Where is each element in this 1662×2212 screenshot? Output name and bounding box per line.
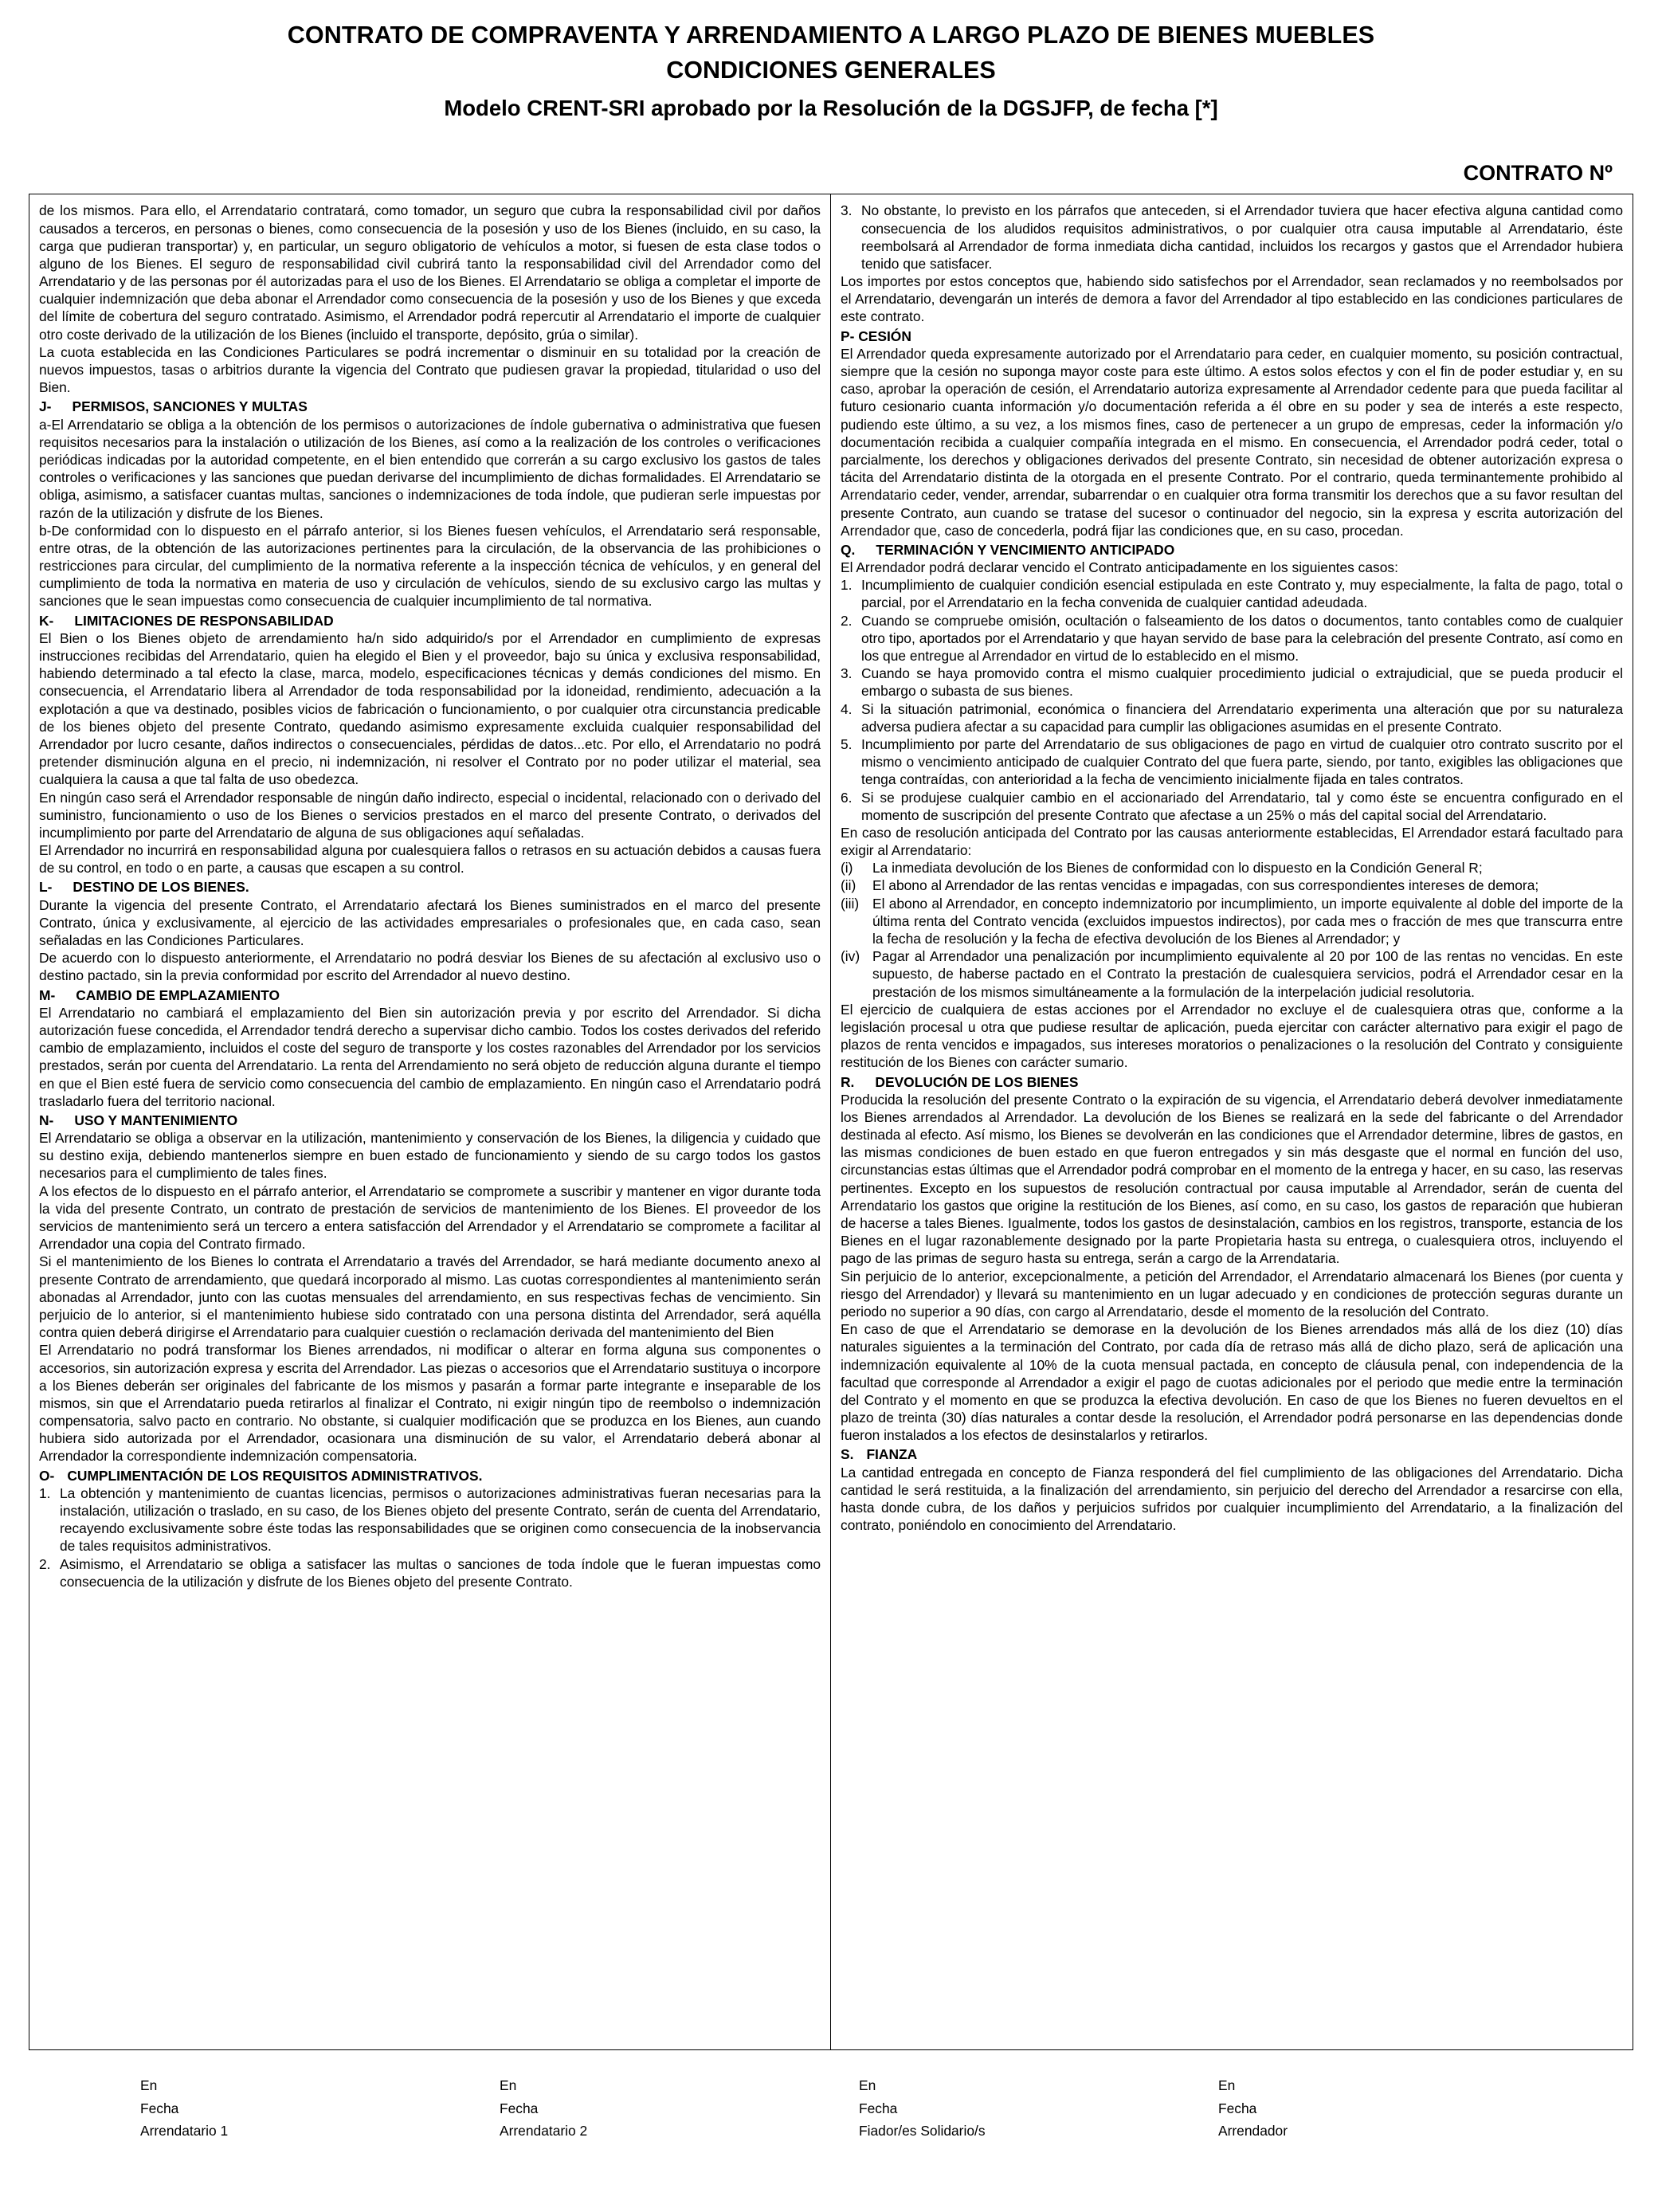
list-marker: (ii)	[841, 877, 856, 894]
list-marker: 2.	[841, 612, 853, 629]
clause-l-title: DESTINO DE LOS BIENES.	[73, 879, 249, 896]
contract-number-label: CONTRATO Nº	[1463, 161, 1613, 186]
heading-clause-m	[39, 986, 821, 1004]
list-text: Incumplimiento por parte del Arrendatario de sus obligaciones de pago en virtud de cualquier otro contrato suscrito por el mismo o vencimiento anticipado de cualquier Contrato del que fuera parte, siendo, por tanto, exigibles las obligaciones que tenga contraídas, con anterioridad a la fecha de vencimiento inicialmente fijada en tales contratos.	[861, 735, 1623, 788]
document-title-line-2: CONDICIONES GENERALES	[666, 57, 996, 84]
list-item	[841, 612, 1623, 665]
signature-block-arrendador	[1218, 2074, 1578, 2142]
signature-place-label: En	[500, 2077, 517, 2094]
list-marker: (iii)	[841, 895, 860, 912]
list-text: Pagar al Arrendador una penalización por incumplimiento equivalente al 20 por 100 de las rentas no vencidas. En este supuesto, de haberse pactado en el Contrato la prestación de cualesquiera servicios, podrá el Arrendador cesar en la prestación de los mismos simultáneamente a la formulación de la interpelación judicial resolutoria.	[872, 948, 1623, 1000]
paragraph-s-1: La cantidad entregada en concepto de Fianza responderá del fiel cumplimiento de las obligaciones del Arrendatario. Dicha cantidad le será restituida, a la finalización del arrendamiento, sin perjuicio del derecho del Arrendador a resarcirse con ella, hasta donde cubra, de los daños y perjuicios sufridos por cualquier incumplimiento del Arrendatario, a la finalización del contrato, poniéndolo en conocimiento del Arrendatario.	[841, 1464, 1623, 1534]
heading-clause-o	[39, 1467, 821, 1484]
list-text: Incumplimiento de cualquier condición esencial estipulada en este Contrato y, muy especialmente, la falta de pago, total o parcial, por el Arrendatario en la fecha convenida de cualquier cantidad adeudada.	[861, 577, 1623, 611]
list-item	[841, 202, 1623, 273]
paragraph-q-intro: El Arrendador podrá declarar vencido el Contrato anticipadamente en los siguientes casos:	[841, 559, 1398, 576]
clause-s-letter: S.	[841, 1446, 854, 1463]
paragraph-insurance-continuation: de los mismos. Para ello, el Arrendatario contratará, como tomador, un seguro que cubra la responsabilidad civil por daños causados a terceros, en personas o bienes, como consecuencia de la posesión y uso de los Bienes (incluido, en su caso, la carga que pudieran transportar) y, en particular, un seguro obligatorio de vehículos a motor, si fuesen de esta clase todos o alguno de los Bienes. El seguro de responsabilidad civil cubrirá tanto la responsabilidad civil del Arrendador como del Arrendatario y de las personas por él autorizadas para el uso de los Bienes. El Arrendatario se obliga a completar el importe de cualquier indemnización que deba abonar el Arrendador como consecuencia de la posesión y uso de los Bienes y que exceda del límite de cobertura del seguro contratado. Asimismo, el Arrendador podrá repercutir al Arrendatario el importe de cualquier otro coste derivado de la utilización de los Bienes (incluido el transporte, depósito, grúa o similar).	[39, 202, 821, 343]
list-item	[841, 859, 1623, 877]
clause-r-letter: R.	[841, 1073, 855, 1090]
signature-role-label: Arrendatario 1	[140, 2122, 229, 2139]
clause-q-title: TERMINACIÓN Y VENCIMIENTO ANTICIPADO	[876, 541, 1175, 558]
clause-k-letter: K-	[39, 612, 54, 629]
right-column	[831, 194, 1633, 2049]
heading-clause-j	[39, 398, 821, 415]
clause-j-letter: J-	[39, 398, 52, 415]
clause-q-letter: Q.	[841, 541, 856, 558]
signature-place-label: En	[140, 2077, 158, 2094]
paragraph-p-1: El Arrendador queda expresamente autorizado por el Arrendatario para ceder, en cualquier momento, su posición contractual, siempre que la cesión no suponga mayor coste para este último. A estos solos efectos y con el fin de poder estudiar y, en su caso, aprobar la operación de cesión, el Arrendatario autoriza expresamente al Arrendador cedente para que pueda facilitar al futuro cesionario cuanta información y/o documentación referida a él obre en su poder y sea de interés a este respecto, pudiendo este último, a su vez, a los mismos fines, caso de pertenecer a un grupo de empresas, ceder la información y/o documentación recibida a cualquier compañía integrada en el mismo. En consecuencia, el Arrendador podrá ceder, total o parcialmente, los derechos y obligaciones derivados del presente Contrato, sin necesidad de obtener autorización expresa o tácita del Arrendatario distinta de la otorgada en el presente Contrato. Por el contrario, queda terminantemente prohibido al Arrendatario ceder, vender, arrendar, subarrendar o en cualquier otra forma transmitir los derechos que a su favor resultan del presente Contrato, aun cuando se tratase del sucesor o continuador del negocio, sin la expresa y escrita autorización del Arrendador que, caso de concederla, podrá fijar las condiciones que, en su caso, procedan.	[841, 345, 1623, 539]
list-marker: 1.	[841, 577, 853, 594]
clause-k-title: LIMITACIONES DE RESPONSABILIDAD	[74, 612, 334, 629]
document-subtitle-model: Modelo CRENT-SRI aprobado por la Resolución de la DGSJFP, de fecha [*]	[444, 96, 1218, 121]
list-item	[841, 947, 1623, 1001]
signature-place-label: En	[859, 2077, 876, 2094]
document-title-line-1: CONTRATO DE COMPRAVENTA Y ARRENDAMIENTO A LARGO PLAZO DE BIENES MUEBLES	[287, 22, 1375, 49]
clause-m-title: CAMBIO DE EMPLAZAMIENTO	[76, 986, 280, 1003]
list-item	[841, 895, 1623, 948]
signature-date-label: Fecha	[1218, 2100, 1257, 2116]
list-item	[841, 877, 1623, 894]
clause-o-letter: O-	[39, 1467, 55, 1484]
list-item	[841, 700, 1623, 735]
signature-block-arrendatario-1	[140, 2074, 500, 2142]
clause-n-title: USO Y MANTENIMIENTO	[74, 1112, 238, 1128]
signature-block-arrendatario-2	[500, 2074, 859, 2142]
signature-block-fiador	[859, 2074, 1218, 2142]
heading-clause-s	[841, 1445, 1623, 1463]
document-header	[29, 18, 1633, 124]
heading-clause-l	[39, 878, 821, 896]
paragraph-n-3: Si el mantenimiento de los Bienes lo contrata el Arrendatario a través del Arrendador, se hará mediante documento anexo al presente Contrato de arrendamiento, que quedará incorporado al mismo. Las cuotas correspondientes al mantenimiento serán abonadas al Arrendador, junto con las cuotas mensuales del arrendamiento, en sus respectivas fechas de vencimiento. Sin perjuicio de lo anterior, si el mantenimiento hubiese sido contratado con una persona distinta del Arrendador, será aquélla contra quien deberá dirigirse el Arrendatario para cualquier cuestión o reclamación derivada del mantenimiento del Bien	[39, 1253, 821, 1341]
list-marker: (iv)	[841, 948, 860, 965]
paragraph-r-3: En caso de que el Arrendatario se demorase en la devolución de los Bienes arrendados más allá de los diez (10) días naturales siguientes a la terminación del Contrato, por cada día de retraso más allá de dicho plazo, será de aplicación una indemnización equivalente al 10% de la cuota mensual pactada, en concepto de cláusula penal, con independencia de la facultad que corresponde al Arrendador a exigir el pago de cuotas adicionales por el periodo que medie entre la terminación del Contrato y el momento en que se produzca la efectiva devolución. En caso de que los Bienes no fueren devueltos en el plazo de treinta (30) días naturales a contar desde la resolución, el Arrendador podrá personarse en las dependencias donde fueron instalados a los efectos de desinstalarlos y retirarlos.	[841, 1321, 1623, 1444]
paragraph-importes: Los importes por estos conceptos que, habiendo sido satisfechos por el Arrendador, sean reclamados y no reembolsados por el Arrendatario, devengarán un interés de demora a favor del Arrendador al tipo establecido en las condiciones particulares de este contrato.	[841, 273, 1623, 325]
list-marker: 6.	[841, 789, 853, 806]
paragraph-m-1: El Arrendatario no cambiará el emplazamiento del Bien sin autorización previa y por escrito del Arrendador. Si dicha autorización fuese concedida, el Arrendador tendrá derecho a supervisar dicho cambio. Todos los costes derivados del referido cambio de emplazamiento, incluidos el coste del seguro de transporte y los costes razonables del Arrendador por los servicios prestados, serán por cuenta del Arrendatario. La renta del Arrendamiento no será objeto de reducción alguna durante el tiempo en que el Bien esté fuera de servicio como consecuencia del cambio de emplazamiento. En ningún caso el Arrendatario podrá trasladarlo fuera del territorio nacional.	[39, 1004, 821, 1109]
paragraph-r-1: Producida la resolución del presente Contrato o la expiración de su vigencia, el Arrendatario deberá devolver inmediatamente los Bienes arrendados al Arrendador. La devolución de los Bienes se realizará en la sede del fabricante o del Arrendador destinada al efecto. Así mismo, los Bienes se devolverán en las condiciones que el Arrendador determine, libres de gastos, en las mismas condiciones de buen estado en que fueron entregados y sin más desgaste que el normal en función del uso, circunstancias estas últimas que el Arrendador podrá comprobar en el momento de la entrega y hacer, en su caso, las reservas pertinentes. Excepto en los supuestos de resolución contractual por causa imputable al Arrendador, serán de cuenta del Arrendatario los gastos que origine la restitución de los Bienes, así como, en su caso, los gastos de reparación que hubieran de hacerse a tales Bienes. Igualmente, todos los gastos de desinstalación, cambios en los registros, transporte, estancia de los Bienes en el lugar razonablemente designado por la parte Propietaria hasta su entrega, o cualesquiera otros, incluyendo el pago de las primas de seguro hasta su entrega, serán a cargo de la Arrendataria.	[841, 1091, 1623, 1267]
list-item	[39, 1484, 821, 1555]
paragraph-cuota-taxes: La cuota establecida en las Condiciones Particulares se podrá incrementar o disminuir en su totalidad por la creación de nuevos impuestos, tasas o arbitrios durante la vigencia del Contrato que pudiesen gravar la propiedad, titularidad o uso del Bien.	[39, 343, 821, 396]
list-text: El abono al Arrendador, en concepto indemnizatorio por incumplimiento, un importe equivalente al doble del importe de la última renta del Contrato vencida (excluidos impuestos indirectos), por cada mes o fracción de mes que transcurra entre la fecha de resolución y la fecha de efectiva devolución de los Bienes al Arrendador; y	[872, 895, 1623, 947]
paragraph-k-2: En ningún caso será el Arrendador responsable de ningún daño indirecto, especial o incidental, relacionado con o derivado del suministro, funcionamiento o uso de los Bienes o servicios prestados en el marco del presente Contrato, o derivados del incumplimiento por parte del Arrendatario de alguna de sus obligaciones aquí señaladas.	[39, 789, 821, 841]
heading-clause-n	[39, 1112, 821, 1129]
paragraph-r-2: Sin perjuicio de lo anterior, excepcionalmente, a petición del Arrendador, el Arrendatario almacenará los Bienes (por cuenta y riesgo del Arrendador) y llevará su mantenimiento en un lugar adecuado y en condiciones de protección seguras durante un periodo no superior a 90 días, con cargo al Arrendatario, desde el momento de la resolución del Contrato.	[841, 1268, 1623, 1320]
paragraph-q-end: El ejercicio de cualquiera de estas acciones por el Arrendador no excluye el de cualesquiera otras que, conforme a la legislación procesal u otra que pudiese resultar de aplicación, pueda ejercitar con carácter alternativo para exigir el pago de plazos de renta vencidos e impagados, sus intereses moratorios o penalizaciones o la resolución del Contrato y consiguiente restitución de los Bienes con carácter sumario.	[841, 1001, 1623, 1071]
list-text: Cuando se haya promovido contra el mismo cualquier procedimiento judicial o extrajudicial, que se pueda producir el embargo o subasta de sus bienes.	[861, 665, 1623, 700]
list-marker: 3.	[841, 665, 853, 682]
contract-body-frame	[29, 194, 1633, 2050]
clause-q-numbered-list	[841, 576, 1623, 824]
heading-clause-k	[39, 612, 821, 629]
signature-role-label: Arrendador	[1218, 2122, 1288, 2139]
clause-q-roman-list	[841, 859, 1623, 1001]
list-item	[841, 735, 1623, 789]
clause-o-list-continued	[841, 202, 1623, 273]
clause-l-letter: L-	[39, 879, 53, 896]
paragraph-k-1: El Bien o los Bienes objeto de arrendamiento ha/n sido adquirido/s por el Arrendador en cumplimiento de expresas instrucciones recibidas del Arrendatario, quien ha elegido el Bien y el proveedor, bajo su única y exclusiva responsabilidad, habiendo determinado a tal efecto la clase, marca, modelo, especificaciones técnicas y demás condiciones del mismo. En consecuencia, el Arrendatario libera al Arrendador de toda responsabilidad por la idoneidad, rendimiento, adecuación a la explotación a que va destinado, posibles vicios de fabricación o funcionamiento, o por cualquier otra circunstancia predicable de los bienes objeto del presente Contrato, quedando asimismo expresamente excluida cualquier responsabilidad del Arrendador por lucro cesante, daños indirectos o consecuenciales, pérdidas de datos...etc. Por ello, el Arrendatario no podrá pretender disminución alguna en el precio, ni indemnización, ni resolver el Contrato por no poder utilizar el material, sea cualquiera la causa a que tal falta de uso obedezca.	[39, 629, 821, 788]
list-marker: 4.	[841, 700, 853, 717]
clause-r-title: DEVOLUCIÓN DE LOS BIENES	[875, 1073, 1079, 1090]
list-item	[39, 1555, 821, 1590]
list-marker: 5.	[841, 735, 853, 752]
list-item	[841, 665, 1623, 700]
list-text: No obstante, lo previsto en los párrafos que anteceden, si el Arrendador tuviera que hacer efectiva alguna cantidad como consecuencia de los aludidos requisitos administrativos, o por cualquier otra causa imputable al Arrendatario, éste reembolsará al Arrendador de forma inmediata dicha cantidad, incluidos los recargos y gastos que el Arrendador hubiera tenido que satisfacer.	[861, 202, 1623, 272]
paragraph-l-1: Durante la vigencia del presente Contrato, el Arrendatario afectará los Bienes suministrados en el marco del presente Contrato, única y exclusivamente, al ejercicio de las actividades empresariales o profesionales que, en cada caso, sean señaladas en las Condiciones Particulares.	[39, 896, 821, 948]
heading-clause-r	[841, 1073, 1623, 1091]
signature-role-label: Arrendatario 2	[500, 2122, 588, 2139]
list-marker: 2.	[39, 1555, 51, 1572]
paragraph-n-1: El Arrendatario se obliga a observar en la utilización, mantenimiento y conservación de los Bienes, la diligencia y cuidado que su destino exija, debiendo mantenerlos siempre en buen estado de funcionamiento y siendo de su cargo todos los gastos necesarios para el cumplimiento de tales fines.	[39, 1130, 821, 1182]
list-text: Si se produjese cualquier cambio en el accionariado del Arrendatario, tal y como éste se encuentra configurado en el momento de suscripción del presente Contrato que afectase a un 25% o más del capital social del Arrendatario.	[861, 789, 1623, 823]
signature-date-label: Fecha	[140, 2100, 179, 2116]
clause-o-list	[39, 1484, 821, 1590]
signature-date-label: Fecha	[859, 2100, 898, 2116]
paragraph-k-3: El Arrendador no incurrirá en responsabilidad alguna por cualesquiera fallos o retrasos en su actuación debidos a causas fuera de su control, en todo o en parte, a causas que escapen a su control.	[39, 842, 821, 877]
paragraph-j-a: a-El Arrendatario se obliga a la obtención de los permisos o autorizaciones de índole gubernativa o administrativa que fuesen requisitos necesarios para la instalación o utilización de los Bienes, así como a la realización de los controles o verificaciones periódicas indicadas por la autoridad competente, en el bien entendido que correrán a su cargo exclusivo los gastos de tales controles o verificaciones y las sanciones que puedan derivarse del incumplimiento de dichas formalidades. El Arrendatario se obliga, asimismo, a satisfacer cuantas multas, sanciones o indemnizaciones de toda índole, que pudieran serle impuestas por razón de la utilización y disfrute de los Bienes.	[39, 416, 821, 521]
heading-clause-p: P- CESIÓN	[841, 327, 911, 344]
list-marker: 3.	[841, 202, 853, 219]
list-text: La inmediata devolución de los Bienes de conformidad con lo dispuesto en la Condición General R;	[872, 860, 1483, 877]
list-text: Cuando se compruebe omisión, ocultación o falseamiento de los datos o documentos, tanto contables como de cualquier otro tipo, aportados por el Arrendatario y que hayan servido de base para la celebración del presente Contrato, así como en los que entregue al Arrendador en virtud de lo establecido en el mismo.	[861, 612, 1623, 664]
signature-strip	[29, 2074, 1633, 2142]
signature-place-label: En	[1218, 2077, 1236, 2094]
paragraph-n-2: A los efectos de lo dispuesto en el párrafo anterior, el Arrendatario se compromete a suscribir y mantener en vigor durante toda la vida del presente Contrato, un contrato de prestación de servicios de mantenimiento de los Bienes. El proveedor de los servicios de mantenimiento será un tercero a entera satisfacción del Arrendador y el Arrendatario se compromete a facilitar al Arrendador una copia del Contrato firmado.	[39, 1182, 821, 1253]
clause-n-letter: N-	[39, 1112, 54, 1128]
clause-j-title: PERMISOS, SANCIONES Y MULTAS	[72, 398, 308, 415]
clause-o-title: CUMPLIMENTACIÓN DE LOS REQUISITOS ADMINISTRATIVOS.	[67, 1467, 483, 1484]
signature-date-label: Fecha	[500, 2100, 539, 2116]
list-item	[841, 789, 1623, 824]
paragraph-j-b: b-De conformidad con lo dispuesto en el párrafo anterior, si los Bienes fuesen vehículos, el Arrendatario será responsable, entre otras, de la obtención de las autorizaciones pertinentes para la circulación, de la observancia de las prohibiciones o restricciones para circular, del cumplimiento de la normativa referente a la inspección técnica de vehículos, y en general del cumplimiento de toda la normativa en materia de uso y circulación de vehículos, siendo de su exclusivo cargo las multas y sanciones que le sean impuestas como consecuencia de cualquier incumplimiento de tal normativa.	[39, 522, 821, 610]
paragraph-l-2: De acuerdo con lo dispuesto anteriormente, el Arrendatario no podrá desviar los Bienes de su afectación al exclusivo uso o destino pactado, sin la previa conformidad por escrito del Arrendador al nuevo destino.	[39, 950, 821, 984]
list-marker: 1.	[39, 1484, 51, 1501]
paragraph-n-4: El Arrendatario no podrá transformar los Bienes arrendados, ni modificar o alterar en forma alguna sus componentes o accesorios, sin autorización expresa y escrita del Arrendador. Las piezas o accesorios que el Arrendatario sustituya o incorpore a los Bienes deberán ser originales del fabricante de los mismos y pasarán a formar parte integrante e inseparable de los mismos, sin que el Arrendatario pueda retirarlos al finalizar el Contrato, ni exigir ningún tipo de reembolso o indemnización compensatoria, salvo pacto en contrario. No obstante, si cualquier modificación que se produzca en los Bienes, aun cuando hubiera sido autorizada por el Arrendador, ocasionara una disminución de su valor, el Arrendatario deberá abonar al Arrendador la correspondiente indemnización compensatoria.	[39, 1342, 821, 1465]
heading-clause-q	[841, 541, 1623, 559]
list-text: Si la situación patrimonial, económica o financiera del Arrendatario experimenta una alteración que por su naturaleza adversa pudiera afectar a su capacidad para cumplir las obligaciones asumidas en el presente Contrato.	[861, 700, 1623, 735]
clause-m-letter: M-	[39, 986, 56, 1003]
list-item	[841, 576, 1623, 611]
signature-role-label: Fiador/es Solidario/s	[859, 2122, 986, 2139]
left-column	[29, 194, 831, 2049]
clause-s-title: FIANZA	[866, 1446, 918, 1463]
list-text: La obtención y mantenimiento de cuantas licencias, permisos o autorizaciones administrativas fueran necesarias para la instalación, utilización o traslado, en su caso, de los Bienes objeto del presente Contrato, serán de cuenta del Arrendatario, recayendo exclusivamente sobre éste todas las responsabilidades que se originen como consecuencia de la inobservancia de tales requisitos administrativos.	[60, 1484, 821, 1555]
paragraph-q-mid: En caso de resolución anticipada del Contrato por las causas anteriormente establecidas, El Arrendador estará facultado para exigir al Arrendatario:	[841, 824, 1623, 859]
list-text: Asimismo, el Arrendatario se obliga a satisfacer las multas o sanciones de toda índole que le fueran impuestas como consecuencia de la utilización y disfrute de los Bienes objeto del presente Contrato.	[60, 1555, 821, 1590]
list-marker: (i)	[841, 860, 853, 877]
list-text: El abono al Arrendador de las rentas vencidas e impagadas, con sus correspondientes intereses de demora;	[872, 877, 1539, 894]
